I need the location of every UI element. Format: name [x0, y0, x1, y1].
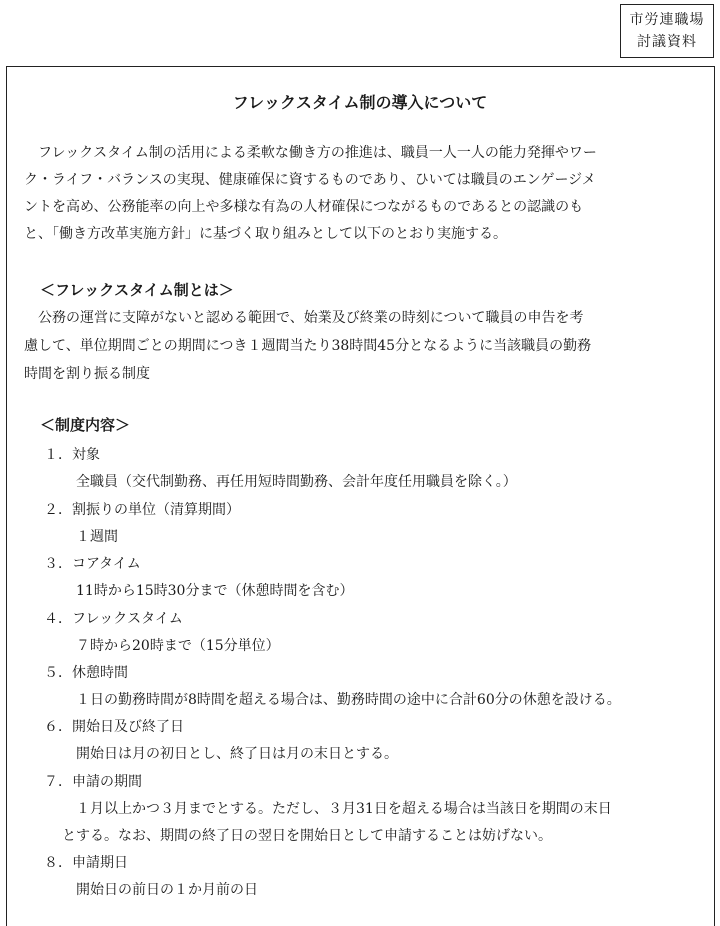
item-body-unit: １週間: [76, 529, 118, 545]
intro-line: と、「働き方改革実施方針」に基づく取り組みとして以下のとおり実施する。: [24, 226, 507, 242]
definition-paragraph: [24, 304, 704, 388]
discussion-material-stamp: [620, 4, 714, 58]
item-label-break: ５．休憩時間: [44, 665, 128, 681]
intro-line: ントを高め、公務能率の向上や多様な有為の人材確保につながるものであるとの認識のも: [24, 199, 584, 215]
item-label-period: ７．申請の期間: [44, 774, 142, 790]
item-label-unit: ２．割振りの単位（清算期間）: [44, 502, 240, 518]
stamp-line-1: 市労連職場: [629, 12, 705, 28]
item-body-break: １日の勤務時間が8時間を超える場合は、勤務時間の途中に合計60分の休憩を設ける。: [76, 692, 621, 708]
definition-line: 公務の運営に支障がないと認める範囲で、始業及び終業の時刻について職員の申告を考: [24, 310, 584, 326]
definition-heading: ＜フレックスタイム制とは＞: [40, 281, 234, 299]
item-body-deadline: 開始日の前日の１か月前の日: [76, 882, 258, 898]
item-body-core-time: 11時から15時30分まで（休憩時間を含む）: [76, 583, 354, 599]
item-body-flex-time: ７時から20時まで（15分単位）: [76, 638, 280, 654]
item-label-core-time: ３．コアタイム: [44, 556, 141, 572]
definition-line: 時間を割り振る制度: [24, 366, 150, 382]
definition-line: 慮して、単位期間ごとの期間につき１週間当たり38時間45分となるように当該職員の勤務: [24, 338, 592, 354]
item-label-deadline: ８．申請期日: [44, 855, 128, 871]
item-label-flex-time: ４．フレックスタイム: [44, 611, 183, 627]
item-body-start-end: 開始日は月の初日とし、終了日は月の末日とする。: [76, 746, 398, 762]
item-label-start-end: ６．開始日及び終了日: [44, 719, 184, 735]
item-body-period: １月以上かつ３月までとする。ただし、３月31日を超える場合は当該日を期間の末日: [76, 801, 612, 817]
contents-heading: ＜制度内容＞: [40, 416, 131, 434]
document-title: フレックスタイム制の導入について: [232, 93, 488, 112]
item-body-period: とする。なお、期間の終了日の翌日を開始日として申請することは妨げない。: [62, 828, 552, 844]
intro-line: フレックスタイム制の活用による柔軟な働き方の推進は、職員一人一人の能力発揮やワー: [24, 145, 597, 161]
intro-paragraph: [24, 140, 704, 248]
intro-line: ク・ライフ・バランスの実現、健康確保に資するものであり、ひいては職員のエンゲージメ: [24, 172, 596, 188]
stamp-line-2: 討議資料: [637, 34, 697, 50]
item-label-target: １．対象: [44, 447, 100, 463]
item-body-target: 全職員（交代制勤務、再任用短時間勤務、会計年度任用職員を除く。）: [76, 474, 517, 490]
